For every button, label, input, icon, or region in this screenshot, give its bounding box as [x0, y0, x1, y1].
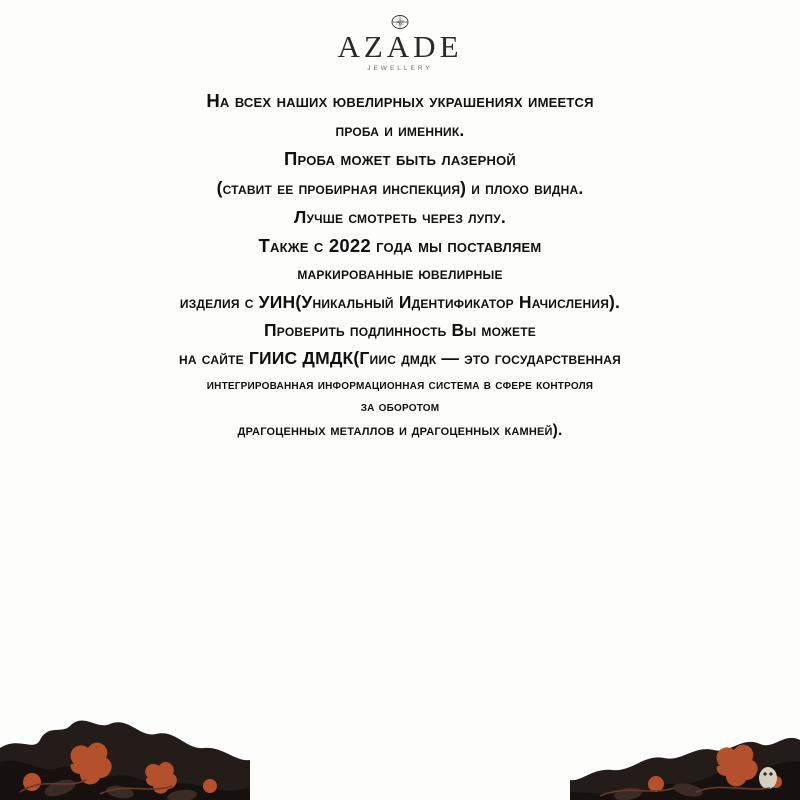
text-line: маркированные ювелирные: [297, 264, 503, 283]
brand-name: AZADE: [337, 29, 463, 64]
text-line: (ставит ее пробирная инспекция) и плохо видна.: [216, 178, 584, 199]
text-line: за оборотом: [360, 398, 440, 415]
text-line: на сайте ГИИС ДМДК(Гиис дмдк — это государственная: [178, 348, 621, 369]
floral-ornament-icon: [0, 690, 250, 800]
text-line: Также с 2022 года мы поставляем: [258, 234, 542, 256]
svg-text:AZ: AZ: [396, 20, 404, 27]
floral-ornament-icon: [570, 700, 800, 800]
text-line: На всех наших ювелирных украшениях имеется: [206, 90, 594, 111]
crest-icon: [387, 14, 413, 30]
brand-logo: [0, 14, 800, 72]
body-text: [0, 86, 800, 443]
text-line: проба и именник.: [335, 119, 465, 140]
text-line: изделия с УИН(Уникальный Идентификатор Начисления).: [179, 291, 621, 312]
text-line: драгоценных металлов и драгоценных камней).: [237, 422, 563, 440]
text-line: Лучше смотреть через лупу.: [294, 206, 506, 227]
text-line: интегрированная информационная система в сфере контроля: [206, 375, 594, 392]
text-line: Проба может быть лазерной: [284, 148, 516, 170]
text-line: Проверить подлинность Вы можете: [264, 320, 536, 340]
brand-tagline: JEWELLERY: [367, 65, 433, 72]
